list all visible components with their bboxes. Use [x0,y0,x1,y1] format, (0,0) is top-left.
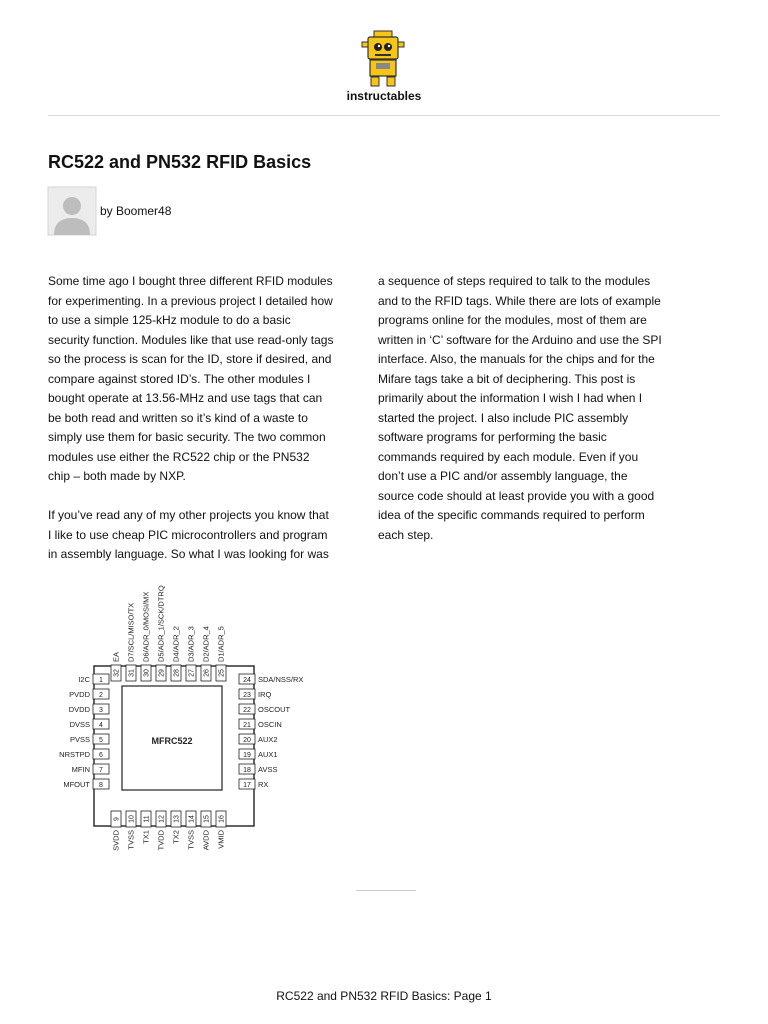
pin-number: 21 [243,721,251,729]
text-line: commands required by each module. Even if you [378,449,639,464]
right-text-column [378,272,696,565]
pin-name: AUX2 [258,734,278,744]
text-line: written in ‘C’ software for the Arduino and use the SPI [378,332,662,347]
pin-number: 16 [218,815,226,823]
pin-number: 6 [99,751,103,759]
pin-name: TVSS [186,830,196,850]
pin-number: 7 [99,766,103,774]
pin-name: D5/ADR_1/SCK/DTRQ [156,585,166,662]
text-line: primarily about the information I wish I had when I [378,391,643,405]
pin-number: 13 [173,815,181,823]
pin-name: OSCOUT [258,704,291,714]
text-line: chip – both made by NXP. [48,469,186,483]
text-line: a sequence of steps required to talk to the modules [378,274,651,288]
figure-divider [356,890,416,891]
pin-name: D1/ADR_5 [216,626,226,662]
text-line: Some time ago I bought three different RFID modules [48,274,333,288]
author-byline[interactable]: by Boomer48 [100,204,172,218]
pin-number: 24 [243,676,251,684]
pin-number: 19 [243,751,251,759]
pin-name: TVSS [126,830,136,850]
text-line: bought operate at 13.56-MHz and use tags that can [48,391,323,405]
text-line: modules use either the RC522 chip or the PN532 [48,449,310,464]
pin-number: 28 [173,669,181,677]
pin-number: 31 [128,669,136,677]
text-line: for experimenting. In a previous project I detailed how [48,293,333,308]
pin-name: MFOUT [63,779,90,789]
pin-number: 9 [113,817,121,821]
pin-name: AVDD [201,830,211,851]
pin-name: D7/SCL/MISO/TX [126,602,136,662]
text-line: be both read and written so it’s kind of a waste to [48,410,308,425]
text-line: security function. Modules like that use read-only tags [48,332,334,347]
pin-number: 14 [188,815,196,823]
text-line: don’t use a PIC and/or assembly language, the [378,469,628,483]
pin-number: 4 [99,721,103,729]
pin-name: VMID [216,830,226,849]
pin-name: TVDD [156,830,166,851]
text-line: so the process is scan for the ID, store if desired, and [48,352,332,366]
pin-name: DVSS [69,719,90,729]
pin-number: 3 [99,706,103,714]
pin-number: 22 [243,706,251,714]
pin-name: TX1 [141,830,151,844]
pin-name: SVDD [111,830,121,851]
paragraph [48,506,366,565]
pin-name: RX [258,779,269,789]
text-line: to use a simple 125-kHz module to do a basic [48,313,291,327]
pin-name: PVSS [69,734,90,744]
pin-name: PVDD [69,689,90,699]
pin-number: 27 [188,669,196,677]
pin-name: DVDD [68,704,90,714]
pin-number: 30 [143,669,151,677]
pin-number: 10 [128,815,136,823]
page-footer: RC522 and PN532 RFID Basics: Page 1 [276,989,492,1003]
pin-number: 12 [158,815,166,823]
paragraph [378,272,696,545]
text-line: simply use them for basic security. The two common [48,430,326,444]
text-line: interface. Also, the manuals for the chips and for the [378,352,655,366]
instructables-robot-logo[interactable] [360,28,406,88]
pin-name: SDA/NSS/RX [258,674,304,684]
header-divider [48,115,720,116]
pin-number: 23 [243,691,251,699]
pin-name: TX2 [171,830,181,844]
text-line: source code should at least provide you with a good [378,488,655,503]
text-line: If you’ve read any of my other projects you know that [48,508,329,522]
pin-number: 32 [113,669,121,677]
pin-name: AVSS [258,764,278,774]
pin-number: 8 [99,781,103,789]
text-line: programs online for the modules, most of them are [378,313,647,327]
pin-number: 15 [203,815,211,823]
left-text-column [48,272,366,584]
pin-name: MFIN [71,764,90,774]
pin-number: 5 [99,736,103,744]
pin-number: 20 [243,736,251,744]
text-line: I like to use cheap PIC microcontrollers and program [48,527,328,542]
pin-name: AUX1 [258,749,278,759]
pin-number: 26 [203,669,211,677]
text-line: each step. [378,527,434,542]
pin-number: 25 [218,669,226,677]
pin-number: 17 [243,781,251,789]
pin-number: 1 [99,676,103,684]
pin-name: D3/ADR_3 [186,626,196,662]
brand-name[interactable]: instructables [346,89,422,103]
pin-name: I2C [78,674,90,684]
text-line: and to the RFID tags. While there are lots of example [378,293,661,308]
text-line: idea of the specific commands required to perform [378,508,645,522]
mfrc522-pinout-diagram[interactable] [48,562,304,852]
text-line: in assembly language. So what I was looking for was [48,547,329,561]
paragraph [48,272,366,487]
text-line: Mifare tags take a bit of deciphering. This post is [378,371,636,386]
chip-label: MFRC522 [151,736,193,746]
pin-name: EA [111,651,121,662]
pin-number: 2 [99,691,103,699]
pin-name: D2/ADR_4 [201,626,211,662]
text-line: software programs for performing the basic [378,430,607,444]
pin-number: 18 [243,766,251,774]
pin-name: D4/ADR_2 [171,626,181,662]
pin-number: 29 [158,669,166,677]
article-title: RC522 and PN532 RFID Basics [48,152,312,172]
author-avatar[interactable] [48,187,96,235]
text-line: started the project. I also include PIC assembly [378,410,629,425]
pin-name: OSCIN [258,719,282,729]
pin-number: 11 [143,815,151,823]
pin-name: D6/ADR_0/MOSI/MX [141,591,151,662]
site-header [0,0,768,116]
pin-name: IRQ [258,689,272,699]
text-line: compare against stored ID’s. The other modules I [48,371,311,386]
pin-name: NRSTPD [59,749,90,759]
